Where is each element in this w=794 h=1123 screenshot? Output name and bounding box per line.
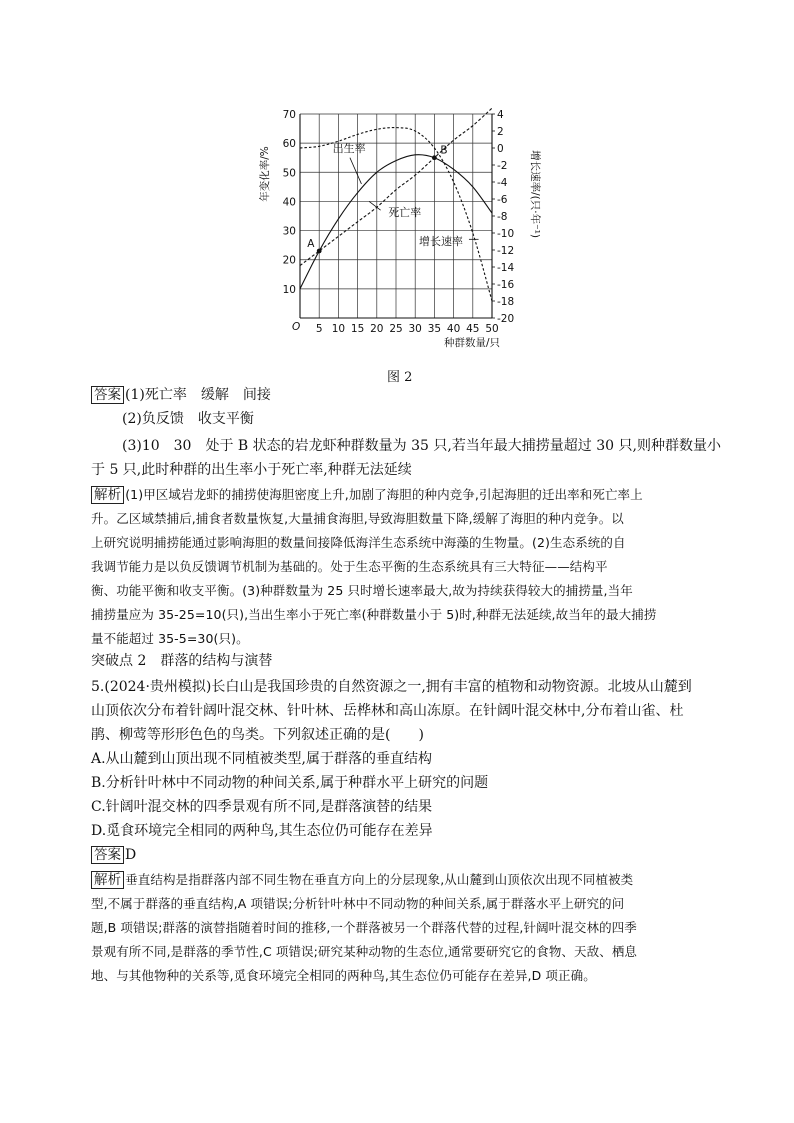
analysis-5-line-4: 景观有所不同,是群落的季节性,C 项错误;研究某种动物的生态位,通常要研究它的食物、天敌、栖息 [91, 944, 638, 959]
y-left-tick-label: 70 [282, 109, 296, 121]
y-right-tick-label: 2 [497, 126, 504, 138]
y-right-tick-label: -18 [497, 296, 515, 308]
section-heading: 突破点 2 群落的结构与演替 [91, 653, 273, 669]
y-right-tick-label: -20 [497, 313, 515, 325]
x-axis-label: 种群数量/只 [443, 337, 500, 349]
answer-tag: 答案 [91, 846, 124, 864]
series-label: 增长速率 [419, 235, 464, 249]
series-label-leader [369, 201, 381, 210]
y-left-axis-label: 年变化率/% [259, 146, 271, 202]
option-a: A.从山麓到山顶出现不同植被类型,属于群落的垂直结构 [91, 751, 433, 767]
figure-caption: 图 2 [387, 370, 413, 385]
x-tick-label: 20 [370, 323, 384, 335]
y-right-tick-label: -16 [497, 279, 515, 291]
y-right-tick-label: -6 [497, 194, 508, 206]
y-left-tick-label: 50 [282, 167, 296, 180]
question-5-line-1: 5.(2024·贵州模拟)长白山是我国珍贵的自然资源之一,拥有丰富的植物和动物资源。北坡从山麓到 [91, 679, 692, 695]
x-tick-label: 45 [466, 323, 480, 335]
y-right-axis-label: 增长速率/(只·年⁻¹) [529, 150, 541, 238]
point-marker [432, 155, 437, 160]
x-tick-label: 40 [446, 323, 461, 335]
origin-label: O [292, 321, 301, 333]
analysis-5-line-1: 解析 垂直结构是指群落内部不同生物在垂直方向上的分层现象,从山麓到山顶依次出现不同植被类 [91, 869, 711, 891]
question-5-line-2: 山顶依次分布着针阔叶混交林、针叶林、岳桦林和高山冻原。在针阔叶混交林中,分布着山雀、杜 [91, 703, 684, 719]
answer-5: 答案 D [91, 844, 711, 867]
y-right-tick-label: 4 [497, 109, 504, 121]
y-right-tick-label: -14 [497, 262, 515, 274]
chart-labels [258, 109, 542, 349]
x-tick-label: 25 [389, 323, 403, 335]
population-rate-chart [250, 100, 550, 360]
y-right-tick-label: -12 [497, 245, 515, 257]
y-left-tick-label: 20 [282, 254, 296, 267]
series-label: 出生率 [332, 141, 366, 155]
answer-1-line-4: 于 5 只,此时种群的出生率小于死亡率,种群无法延续 [91, 462, 412, 478]
analysis-5-line-3: 题,B 项错误;群落的演替指随着时间的推移,一个群落被另一个群落代替的过程,针阔叶混交林的四季 [91, 920, 637, 935]
question-5-line-3: 鹃、柳莺等形形色色的鸟类。下列叙述正确的是( ) [91, 727, 424, 743]
analysis-1-line-6: 捕捞量应为 35-25=10(只),当出生率小于死亡率(种群数量小于 5)时,种群无法延续,故当年的最大捕捞 [91, 607, 657, 622]
option-d: D.觅食环境完全相同的两种鸟,其生态位仍可能存在差异 [91, 823, 433, 839]
x-tick-label: 10 [331, 323, 346, 335]
analysis-1-line-4: 我调节能力是以负反馈调节机制为基础的。处于生态平衡的生态系统具有三大特征——结构平 [91, 559, 608, 574]
point-label: A [307, 237, 315, 250]
analysis-1-line-7: 量不能超过 35-5=30(只)。 [91, 631, 249, 646]
analysis-5-line-5: 地、与其他物种的关系等,觅食环境完全相同的两种鸟,其生态位仍可能存在差异,D 项正确。 [91, 968, 596, 983]
x-tick-label: 50 [485, 323, 499, 335]
x-tick-label: 15 [350, 323, 365, 335]
analysis-1-line-1: 解析 (1)甲区域岩龙虾的捕捞使海胆密度上升,加剧了海胆的种内竞争,引起海胆的迁出率和死亡率上 [91, 484, 711, 506]
answer-1-line-3: (3)10 30 处于 B 状态的岩龙虾种群数量为 35 只,若当年最大捕捞量超过 30 只,则种群数量小 [122, 438, 721, 454]
analysis-1-line-5: 衡、功能平衡和收支平衡。(3)种群数量为 25 只时增长速率最大,故为持续获得较大的捕捞量,当年 [91, 583, 633, 598]
x-tick-label: 35 [427, 323, 442, 335]
y-left-tick-label: 60 [282, 138, 296, 151]
option-b: B.分析针叶林中不同动物的种间关系,属于种群水平上研究的问题 [91, 775, 489, 791]
y-right-tick-label: -10 [497, 228, 515, 240]
x-tick-label: 30 [408, 323, 422, 335]
series-label-leader [350, 158, 362, 184]
analysis-1-line-2: 升。乙区域禁捕后,捕食者数量恢复,大量捕食海胆,导致海胆数量下降,缓解了海胆的种内竞争。以 [91, 511, 624, 526]
analysis-tag: 解析 [91, 871, 124, 889]
y-right-tick-label: -8 [497, 211, 508, 223]
y-right-tick-label: 0 [497, 143, 504, 155]
x-tick-label: 5 [315, 323, 323, 335]
analysis-tag: 解析 [91, 486, 124, 504]
point-marker [317, 249, 322, 254]
answer-tag: 答案 [91, 386, 124, 404]
y-left-tick-label: 40 [282, 196, 296, 209]
y-right-tick-label: -2 [497, 160, 508, 172]
y-left-tick-label: 30 [282, 225, 296, 238]
y-right-tick-label: -4 [497, 177, 508, 189]
answer-1-line-1: 答案 (1)死亡率 缓解 间接 [91, 384, 711, 407]
point-label: B [440, 144, 448, 157]
analysis-5-line-2: 型,不属于群落的垂直结构,A 项错误;分析针叶林中不同动物的种间关系,属于群落水平上研究的问 [91, 896, 625, 911]
analysis-1-line-3: 上研究说明捕捞能通过影响海胆的数量间接降低海洋生态系统中海藻的生物量。(2)生态系统的自 [91, 535, 626, 550]
option-c: C.针阔叶混交林的四季景观有所不同,是群落演替的结果 [91, 799, 433, 815]
y-left-tick-label: 10 [282, 283, 296, 296]
series-label: 死亡率 [388, 206, 422, 219]
answer-1-line-2: (2)负反馈 收支平衡 [122, 411, 254, 427]
